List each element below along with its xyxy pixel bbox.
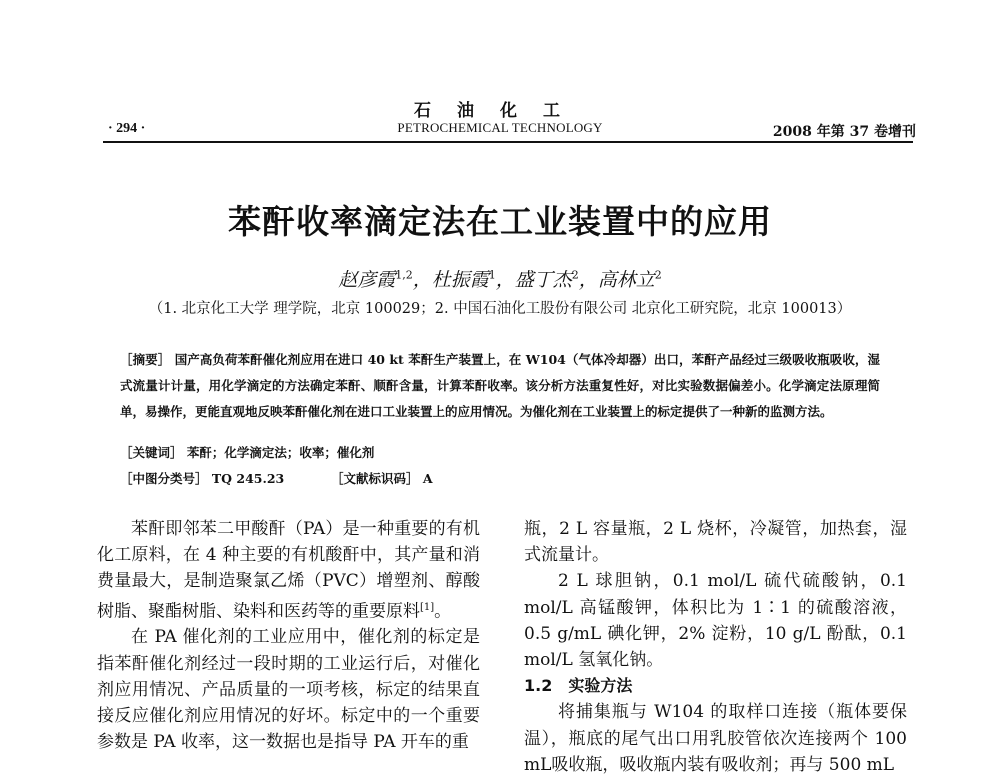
section-heading: 1.2 实验方法 (524, 676, 633, 696)
paper-title: 苯酐收率滴定法在工业装置中的应用 (228, 202, 772, 241)
body-column-right (524, 516, 907, 778)
author-affil-mark: 1,2 (395, 268, 413, 282)
citation-ref: [1] (420, 601, 435, 613)
page-number: · 294 · (108, 121, 146, 136)
journal-name-en: PETROCHEMICAL TECHNOLOGY (397, 120, 603, 135)
clc-value: TQ 245.23 (211, 471, 285, 486)
body-paragraph: 在 PA 催化剂的工业应用中，催化剂的标定是指苯酐催化剂经过一段时期的工业运行后，对催化剂应用情况、产品质量的一项考核，标定的结果直接反应催化剂应用情况的好坏。标定中的一个重要参数是 PA 收率，这一数据也是指导 PA 开车的重 (97, 627, 480, 753)
affiliation: （1. 北京化工大学 理学院，北京 100029；2. 中国石油化工股份有限公司 北京化工研究院，北京 100013） (148, 301, 852, 317)
abstract (120, 347, 880, 425)
author-name: 盛丁杰 (514, 269, 572, 291)
author-affil-mark: 1 (488, 268, 496, 282)
author-affil-mark: 2 (654, 268, 662, 282)
keywords (120, 443, 374, 461)
body-paragraph: 苯酐即邻苯二甲酸酐（PA）是一种重要的有机化工原料，在 4 种主要的有机酸酐中，其产量和消费量最大，是制造聚氯乙烯（PVC）增塑剂、醇酸树脂、聚酯树脂、染料和医药等的重要原料[1]。 (97, 519, 480, 622)
body-column-left (97, 516, 480, 755)
body-paragraph: 2 L 球胆钠，0.1 mol/L 硫代硫酸钠，0.1 mol/L 高锰酸钾，体积比为 1∶1 的硫酸溶液，0.5 g/mL 碘化钾，2% 淀粉，10 g/L 酚酞，0.1 mol/L 氢氧化钠。 (524, 571, 907, 671)
author-name: 高林立 (597, 269, 655, 291)
classification-line (120, 469, 433, 487)
keywords-label: ［关键词］ (120, 445, 183, 460)
keywords-text: 苯酐；化学滴定法；收率；催化剂 (186, 445, 375, 460)
abstract-label: ［摘要］ (120, 352, 171, 367)
author-affil-mark: 2 (571, 268, 579, 282)
author-name: 赵彦霞 (338, 269, 396, 291)
body-paragraph: 瓶，2 L 容量瓶，2 L 烧杯，冷凝管，加热套，湿式流量计。 (524, 519, 907, 566)
doc-code-value: A (422, 471, 433, 486)
clc-label: ［中图分类号］ (120, 471, 208, 486)
journal-name-cn: 石油化工 (414, 101, 586, 121)
doc-code-label: ［文献标识码］ (330, 471, 419, 486)
author-list: 赵彦霞$^{1,2}$，杜振霞$^1$，盛丁杰$^2$，高林立$^2$ (338, 268, 662, 291)
abstract-text: 国产高负荷苯酐催化剂应用在进口 40 kt 苯酐生产装置上，在 W104（气体冷却器）出口，苯酐产品经过三级吸收瓶吸收，湿式流量计计量，用化学滴定的方法确定苯酐、顺酐含量，计算苯酐收率。该分析方法重复性好，对比实验数据偏差小。化学滴定法原理简单，易操作，更能直观地反映苯酐催化剂在进口工业装置上的应用情况。为催化剂在工业装置上的标定提供了一种新的监测方法。 (120, 352, 880, 419)
body-paragraph: 将捕集瓶与 W104 的取样口连接（瓶体要保温），瓶底的尾气出口用乳胶管依次连接两个 100 mL吸收瓶，吸收瓶内装有吸收剂；再与 500 mL (524, 702, 907, 775)
issue-info: 2008 年第 37 卷增刊 (772, 124, 916, 140)
author-name: 杜振霞 (431, 269, 489, 291)
header-rule (103, 141, 913, 143)
